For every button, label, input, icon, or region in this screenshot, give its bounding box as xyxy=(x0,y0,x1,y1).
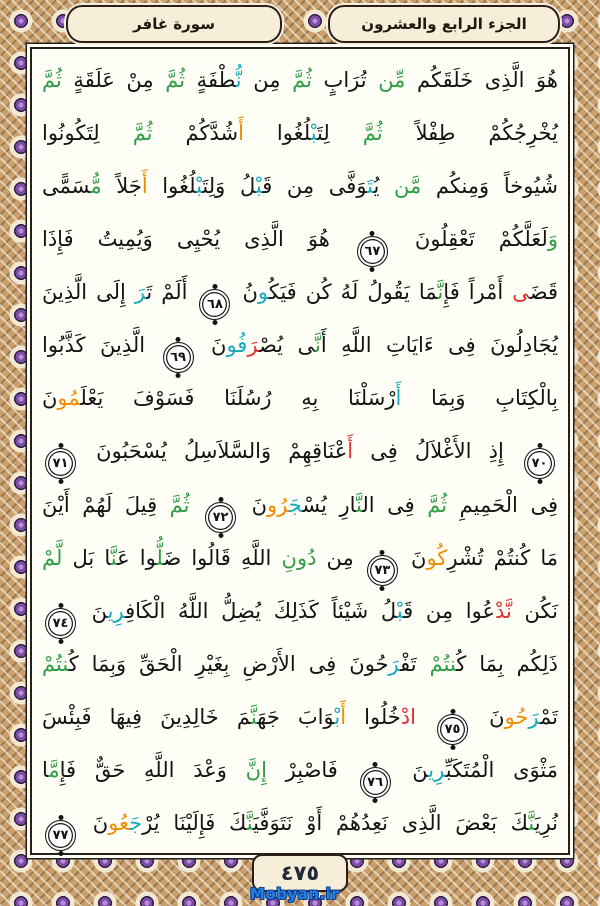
quran-word: بِالْكِتَابِ وَبِمَا xyxy=(401,386,558,411)
watermark: Mobyan.ir xyxy=(249,885,340,903)
ayah-number-medallion: ٧٢ xyxy=(205,502,236,533)
quran-word: رَ xyxy=(528,704,540,729)
quran-word: نَّ xyxy=(246,810,254,835)
quran-word: و xyxy=(257,280,269,305)
quran-word: مِنْ عَلَقَةٍ xyxy=(61,68,166,92)
quran-word: نتُمْ xyxy=(42,651,69,676)
quran-word: كُو xyxy=(426,545,448,570)
quran-word: مَا كُنتُمْ تُشْرِ xyxy=(447,545,558,570)
surah-label: سورة غافر xyxy=(133,15,215,33)
quran-line xyxy=(42,55,558,106)
quran-text xyxy=(42,55,558,849)
quran-word: نُّ xyxy=(235,68,242,92)
quran-word: قَضَ xyxy=(529,280,558,305)
quran-word: تَ xyxy=(367,174,374,199)
quran-word: مِن xyxy=(241,68,293,92)
quran-word: نَّ xyxy=(110,545,118,570)
quran-word: رُو xyxy=(267,492,289,517)
quran-word: هُوَ الَّذِى يُحْيِى وَيُمِيتُ فَإِذَا xyxy=(42,227,354,252)
quran-word: نَ xyxy=(196,333,227,358)
quran-word: جَ xyxy=(288,492,303,517)
quran-line xyxy=(42,267,558,318)
quran-word: ثُمَّ xyxy=(427,492,448,517)
quran-word: نتُمْ xyxy=(429,651,457,676)
quran-word: عُوا مِن قَ xyxy=(403,598,496,623)
quran-word: وَعْدَ اللَّهِ حَقٌّ فَإِ xyxy=(59,757,246,782)
ayah-number-medallion: ٧١ xyxy=(45,448,76,479)
juz-cartouche xyxy=(328,5,560,43)
quran-word: حُو xyxy=(504,704,529,729)
quran-word: أَمْراً فَإِ xyxy=(443,280,513,305)
quran-line xyxy=(42,798,558,849)
quran-word: دُونِ xyxy=(281,545,317,570)
quran-word: رِي xyxy=(428,757,446,782)
quran-word: نُرِيَ xyxy=(534,810,558,835)
quran-word: كَ فَإِلَيْنَا يُرْ xyxy=(142,810,247,835)
quran-word: جَ xyxy=(129,810,143,835)
quran-word: مَّ xyxy=(48,757,60,782)
quran-word: أَلَمْ تَ xyxy=(146,280,197,305)
quran-word: نَ xyxy=(400,545,427,570)
quran-word: حُونَ فِى الأَرْضِ بِغَيْرِ الْحَقِّ وَبِمَا كُ xyxy=(68,651,389,676)
quran-word: رَ xyxy=(134,280,147,305)
text-frame xyxy=(30,47,570,855)
quran-word: إِذِ الأَغْلاَلُ فِى xyxy=(353,439,521,464)
quran-word: نَكُن xyxy=(511,598,558,623)
quran-word: نَّ xyxy=(314,333,321,358)
quran-word: لَعَلَّكُمْ تَعْقِلُونَ xyxy=(390,227,548,252)
quran-word: لُ شَيْئاً كَذَلِكَ يُضِلُّ اللَّهُ الْكَافِ xyxy=(125,598,397,623)
quran-word: تَمْ xyxy=(540,704,558,729)
quran-word: وَابَ جَهَ xyxy=(257,704,335,729)
quran-line xyxy=(42,692,558,743)
quran-line xyxy=(42,533,558,584)
quran-word: أَ xyxy=(347,439,354,464)
quran-word: نَّ xyxy=(250,704,258,729)
quran-word: الَّذِينَ كَذَّبُوا xyxy=(42,333,160,358)
quran-word: نُ xyxy=(233,280,258,305)
ayah-number-medallion: ٦٩ xyxy=(163,342,194,373)
quran-word: نَ xyxy=(42,386,58,411)
quran-word: ى يُصْ xyxy=(258,333,315,358)
quran-word: رَ xyxy=(247,333,259,358)
quran-word: إِلَى الَّذِينَ xyxy=(42,280,135,305)
quran-word: ثُمَّ xyxy=(165,68,186,92)
quran-word: خُلُوا xyxy=(346,704,401,729)
quran-word: أَ xyxy=(141,174,148,199)
quran-line xyxy=(42,108,558,159)
quran-word: سَمًّى xyxy=(42,174,91,199)
quran-word: ى xyxy=(512,280,530,305)
quran-word: وَ xyxy=(547,227,558,252)
juz-label: الجزء الرابع والعشرون xyxy=(361,15,527,33)
quran-word: مَا يَقُولُ لَهُ كُن فَيَكُ xyxy=(268,280,438,305)
quran-word: رْسَلْنَا بِهِ رُسُلَنَا فَسَوْفَ يَعْلَ xyxy=(80,386,396,411)
quran-word: إِنَّ xyxy=(245,757,267,782)
quran-word: مَ خَالِدِينَ فِيهَا فَبِئْسَ xyxy=(42,704,251,729)
quran-line xyxy=(42,161,558,212)
quran-word: نَ xyxy=(79,598,108,623)
quran-word: لِتَكُونُوا xyxy=(42,121,133,146)
quran-word: أَ xyxy=(395,386,402,411)
quran-word: نَ xyxy=(393,757,429,782)
quran-word: بْ xyxy=(310,121,318,146)
quran-line xyxy=(42,639,558,690)
quran-word: عْنَاقِهِمْ وَالسَّلاَسِلُ يُسْحَبُونَ xyxy=(79,439,348,464)
quran-word: ثُمَّ xyxy=(132,121,153,146)
quran-word: بْ xyxy=(196,174,203,199)
quran-word: ثُمَّ xyxy=(169,492,203,517)
quran-word: طْفَةٍ xyxy=(185,68,236,92)
quran-line xyxy=(42,373,558,424)
quran-word: مُو xyxy=(57,386,81,411)
quran-word: وا عَ xyxy=(117,545,157,570)
quran-word: لِتَ xyxy=(317,121,363,146)
quran-word: لُ وَلِتَ xyxy=(202,174,256,199)
quran-word: لُغُوا xyxy=(243,121,311,146)
quran-word: شُيُوخاً وَمِنكُم xyxy=(421,174,559,199)
page-number: ٤٧٥ xyxy=(280,861,320,885)
quran-word: فُو xyxy=(226,333,248,358)
ayah-number-medallion: ٧٤ xyxy=(45,608,76,639)
quran-word: أَ xyxy=(340,704,347,729)
quran-word: ثُمَّ xyxy=(42,68,62,92)
quran-word: نَّ xyxy=(356,492,363,517)
quran-word: بْ xyxy=(396,598,404,623)
quran-line xyxy=(42,480,558,531)
quran-word: يُجَادِلُونَ فِى ءَايَاتِ اللَّهِ أَ xyxy=(320,333,558,358)
quran-word: يُخْرِجُكُمْ طِفْلاً xyxy=(382,121,558,146)
quran-line xyxy=(42,426,558,477)
quran-word: تُرَابٍ xyxy=(311,68,379,92)
quran-word: وَفَّى مِن قَ xyxy=(262,174,368,199)
quran-word: اللَّهِ قَالُوا ضَ xyxy=(163,545,282,570)
quran-word: لُّ xyxy=(156,545,164,570)
quran-word: عُو xyxy=(108,810,130,835)
quran-word: ذَلِكُم بِمَا كُ xyxy=(456,651,558,676)
quran-line xyxy=(42,214,558,265)
quran-word: نَّ xyxy=(437,280,444,305)
quran-word: نَ xyxy=(79,810,109,835)
ayah-number-medallion: ٦٨ xyxy=(199,289,230,320)
quran-word: شُدَّكُمْ xyxy=(152,121,239,146)
quran-word: بْ xyxy=(334,704,341,729)
quran-word: مِّن xyxy=(378,68,406,92)
quran-word: ا بَل xyxy=(62,545,111,570)
quran-word: نَّدْ xyxy=(495,598,512,623)
quran-word: نَ xyxy=(239,492,268,517)
quran-word: نَ xyxy=(471,704,505,729)
quran-word: جَلاً xyxy=(101,174,142,199)
quran-word: بْ xyxy=(255,174,263,199)
surah-cartouche xyxy=(66,5,282,43)
quran-word: مِن xyxy=(316,545,364,570)
quran-word: نَّ xyxy=(528,810,535,835)
quran-word: رَ xyxy=(388,651,401,676)
quran-word: يُ xyxy=(373,174,395,199)
quran-line xyxy=(42,745,558,796)
quran-word: ثُمَّ xyxy=(362,121,383,146)
quran-word: فِى ال xyxy=(362,492,428,517)
quran-word: مَّن xyxy=(394,174,422,199)
ayah-number-medallion: ٧٦ xyxy=(360,767,391,798)
ayah-number-medallion: ٧٥ xyxy=(437,714,468,745)
quran-line xyxy=(42,320,558,371)
quran-word: قِيلَ لَهُمْ أَيْنَ xyxy=(42,492,170,517)
quran-word: رِي xyxy=(107,598,126,623)
quran-word: لَّمْ xyxy=(42,545,63,570)
quran-word: ا xyxy=(42,757,49,782)
quran-word: لُغُوا xyxy=(147,174,197,199)
ayah-number-medallion: ٧٠ xyxy=(524,448,555,479)
quran-word: هُوَ الَّذِى خَلَقَكُم xyxy=(405,68,558,92)
quran-word: ارِ يُسْ xyxy=(302,492,357,517)
quran-word: مُّ xyxy=(90,174,102,199)
quran-word: تَفْ xyxy=(400,651,430,676)
quran-word: فِى الْحَمِيمِ xyxy=(447,492,558,517)
ayah-number-medallion: ٦٧ xyxy=(357,236,388,267)
ayah-number-medallion: ٧٣ xyxy=(367,555,398,586)
quran-word: مَثْوَى الْمُتَكَبِّ xyxy=(445,757,558,782)
quran-word: كَ بَعْضَ الَّذِى نَعِدُهُمْ أَوْ نَتَوَفَّيَ xyxy=(253,810,529,835)
quran-word: أَ xyxy=(238,121,244,146)
quran-word: ادْ xyxy=(400,704,435,729)
quran-line xyxy=(42,586,558,637)
quran-word: فَاصْبِرْ xyxy=(266,757,357,782)
quran-word: ثُمَّ xyxy=(292,68,312,92)
ayah-number-medallion: ٧٧ xyxy=(45,820,76,851)
